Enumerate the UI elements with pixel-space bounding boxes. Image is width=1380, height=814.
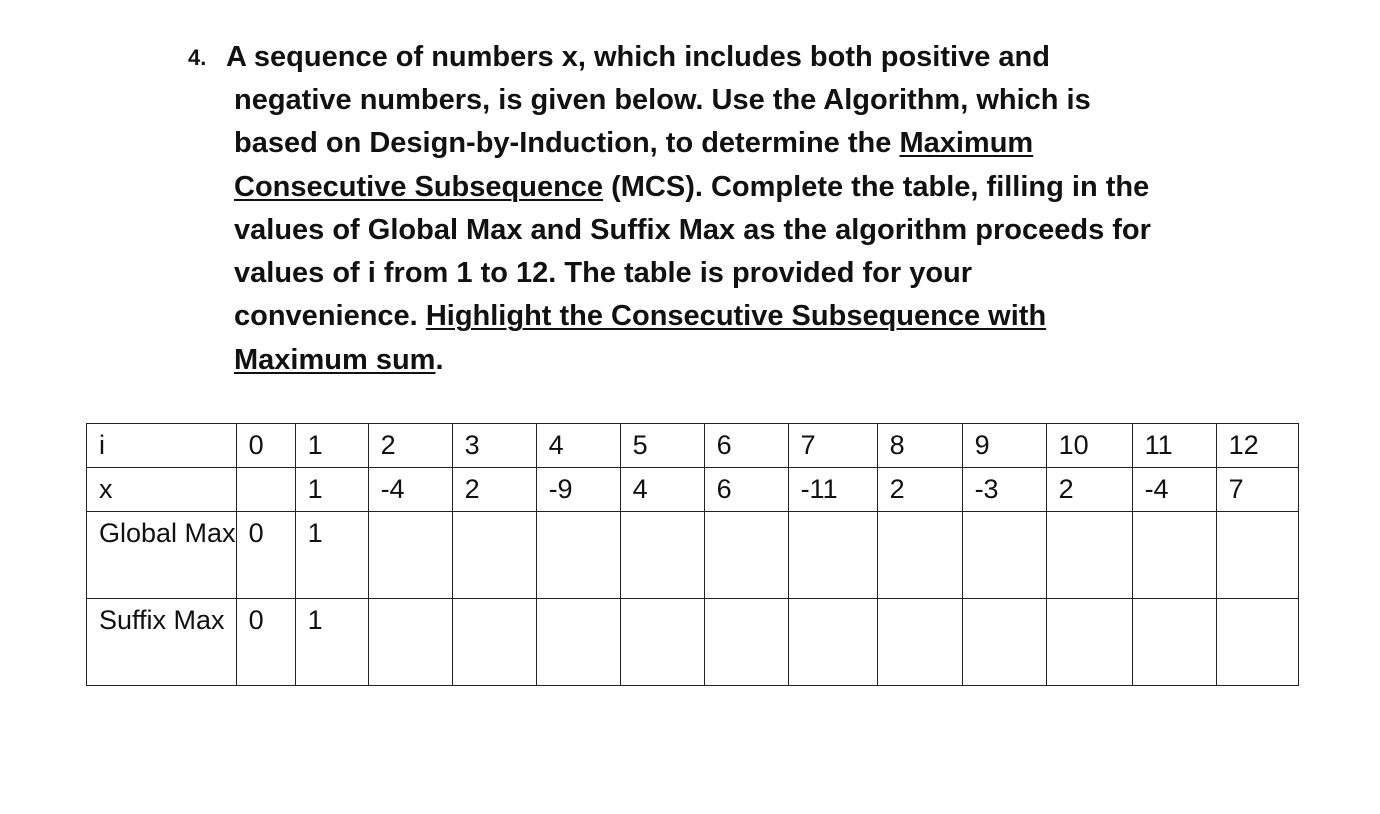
- question-line-8: [234, 339, 1151, 382]
- table-cell: [877, 599, 962, 686]
- question-line-3-text: based on Design-by-Induction, to determine the: [234, 127, 900, 160]
- row-label-i: i: [87, 424, 237, 468]
- table-cell: [962, 512, 1046, 599]
- table-cell: [1046, 512, 1132, 599]
- question-line-7: [234, 295, 1151, 338]
- row-label-global-max: Global Max: [87, 512, 237, 599]
- underlined-maximum-sum: Maximum sum: [234, 343, 436, 376]
- question-line-4-text: (MCS). Complete the table, filling in the: [603, 170, 1150, 203]
- table-cell: 5: [620, 424, 704, 468]
- underlined-maximum: Maximum: [899, 127, 1034, 160]
- table-cell: 6: [704, 468, 788, 512]
- table-cell: 0: [236, 599, 295, 686]
- question-line-5: values of Global Max and Suffix Max as the algorithm proceeds for: [234, 213, 1151, 246]
- table-cell: [536, 599, 620, 686]
- table-cell: [962, 599, 1046, 686]
- table-cell: -11: [788, 468, 877, 512]
- table-row-suffix-max: [87, 599, 1299, 686]
- table-cell: 7: [1216, 468, 1298, 512]
- mcs-table: [86, 423, 1299, 686]
- table-cell: 2: [368, 424, 452, 468]
- table-cell: 4: [536, 424, 620, 468]
- row-label-x: x: [87, 468, 237, 512]
- table-row-x: [87, 468, 1299, 512]
- table-cell: [452, 599, 536, 686]
- table-cell: [368, 599, 452, 686]
- table-cell: 9: [962, 424, 1046, 468]
- table-cell: [452, 512, 536, 599]
- table-cell: 10: [1046, 424, 1132, 468]
- table-cell: [620, 599, 704, 686]
- table-cell: 1: [295, 424, 368, 468]
- table-cell: [1132, 512, 1216, 599]
- question-line-6: values of i from 1 to 12. The table is provided for your: [234, 257, 973, 290]
- table-cell: 8: [877, 424, 962, 468]
- table-cell: [620, 512, 704, 599]
- table-cell: 2: [1046, 468, 1132, 512]
- question-line-1: A sequence of numbers x, which includes both positive and: [226, 41, 1050, 73]
- table-cell: 1: [295, 599, 368, 686]
- question-line-3: [234, 122, 1151, 165]
- table-cell: [704, 599, 788, 686]
- table-cell: 11: [1132, 424, 1216, 468]
- table-cell: [236, 468, 295, 512]
- table-cell: 0: [236, 512, 295, 599]
- table-cell: [877, 512, 962, 599]
- table-cell: 1: [295, 512, 368, 599]
- question-line-7-text: convenience.: [234, 300, 426, 333]
- table-cell: -4: [368, 468, 452, 512]
- table-cell: 3: [452, 424, 536, 468]
- table-cell: [1216, 599, 1298, 686]
- question-number: 4.: [188, 45, 207, 70]
- table-cell: [788, 599, 877, 686]
- table-cell: [788, 512, 877, 599]
- table-cell: 1: [295, 468, 368, 512]
- table-cell: -3: [962, 468, 1046, 512]
- table-cell: -4: [1132, 468, 1216, 512]
- table-cell: -9: [536, 468, 620, 512]
- underlined-consecutive-subsequence: Consecutive Subsequence: [234, 170, 604, 203]
- table-cell: 6: [704, 424, 788, 468]
- table-row-global-max: [87, 512, 1299, 599]
- table-cell: 12: [1216, 424, 1298, 468]
- table-cell: [1216, 512, 1298, 599]
- question-line-4: [234, 166, 1151, 209]
- table-row-i: [87, 424, 1299, 468]
- question-line-2: negative numbers, is given below. Use the Algorithm, which is: [234, 84, 1091, 116]
- question-line-8-period: .: [435, 343, 444, 376]
- table-cell: [704, 512, 788, 599]
- table-cell: 0: [236, 424, 295, 468]
- table-cell: [368, 512, 452, 599]
- table-cell: 7: [788, 424, 877, 468]
- table-cell: [536, 512, 620, 599]
- table-cell: 2: [452, 468, 536, 512]
- table-cell: [1046, 599, 1132, 686]
- table-cell: 4: [620, 468, 704, 512]
- question-body: [234, 79, 1151, 382]
- table-cell: [1132, 599, 1216, 686]
- row-label-suffix-max: Suffix Max: [87, 599, 237, 686]
- underlined-highlight-instruction: Highlight the Consecutive Subsequence with: [425, 300, 1047, 333]
- table-cell: 2: [877, 468, 962, 512]
